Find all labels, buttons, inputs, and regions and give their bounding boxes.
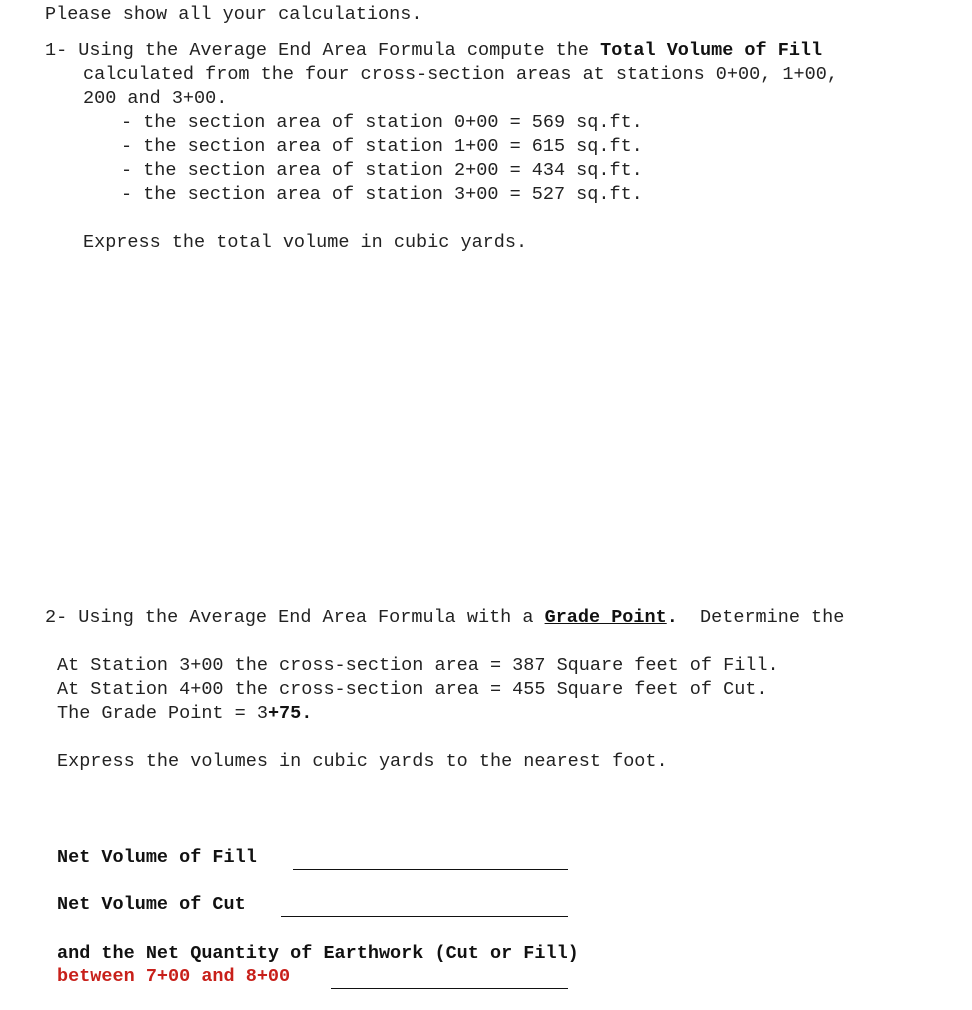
q2-grade-bold: +75	[267, 703, 302, 724]
net-cut-answer-blank[interactable]	[281, 899, 568, 917]
net-fill-label: Net Volume of Fill	[57, 847, 257, 868]
q1-line-3: 200 and 3+00.	[83, 88, 228, 109]
q2-grade-dot: .	[301, 703, 313, 724]
q2-grade-prefix: The Grade Point = 3	[57, 703, 268, 724]
q2-line-1-suffix: Determine the	[677, 607, 845, 628]
q2-line-1	[45, 606, 844, 630]
q1-section-area-3: - the section area of station 3+00 = 527 sq.ft.	[121, 184, 643, 205]
net-fill-answer-blank[interactable]	[293, 852, 568, 870]
net-quantity-label: and the Net Quantity of Earthwork (Cut or Fill)	[57, 943, 579, 964]
q1-total-volume-of-fill: Total Volume of Fill	[600, 40, 823, 61]
q1-section-area-2: - the section area of station 2+00 = 434 sq.ft.	[121, 160, 643, 181]
q1-line-1	[45, 39, 822, 63]
q2-express-instruction: Express the volumes in cubic yards to the nearest foot.	[57, 751, 668, 772]
between-stations-label: between 7+00 and 8+00	[57, 966, 291, 987]
q2-grade-point-value	[57, 702, 312, 726]
q2-line-1-prefix: 2- Using the Average End Area Formula with a	[45, 607, 545, 628]
between-stations-row	[57, 965, 290, 989]
q1-section-area-0: - the section area of station 0+00 = 569 sq.ft.	[121, 112, 643, 133]
q2-station-4-data: At Station 4+00 the cross-section area = 455 Square feet of Cut.	[57, 679, 768, 700]
q1-express-instruction: Express the total volume in cubic yards.	[83, 232, 528, 253]
q1-section-area-1: - the section area of station 1+00 = 615 sq.ft.	[121, 136, 643, 157]
net-cut-row	[57, 893, 246, 917]
q1-line-1-prefix: 1- Using the Average End Area Formula compute the	[45, 40, 601, 61]
q2-grade-point-dot: .	[666, 607, 678, 628]
intro-text: Please show all your calculations.	[45, 4, 423, 25]
net-fill-row	[57, 846, 257, 870]
q2-station-3-data: At Station 3+00 the cross-section area = 387 Square feet of Fill.	[57, 655, 779, 676]
net-quantity-answer-blank[interactable]	[331, 971, 568, 989]
q1-line-2: calculated from the four cross-section areas at stations 0+00, 1+00,	[83, 64, 838, 85]
q2-grade-point: Grade Point	[544, 607, 667, 628]
net-cut-label: Net Volume of Cut	[57, 894, 246, 915]
